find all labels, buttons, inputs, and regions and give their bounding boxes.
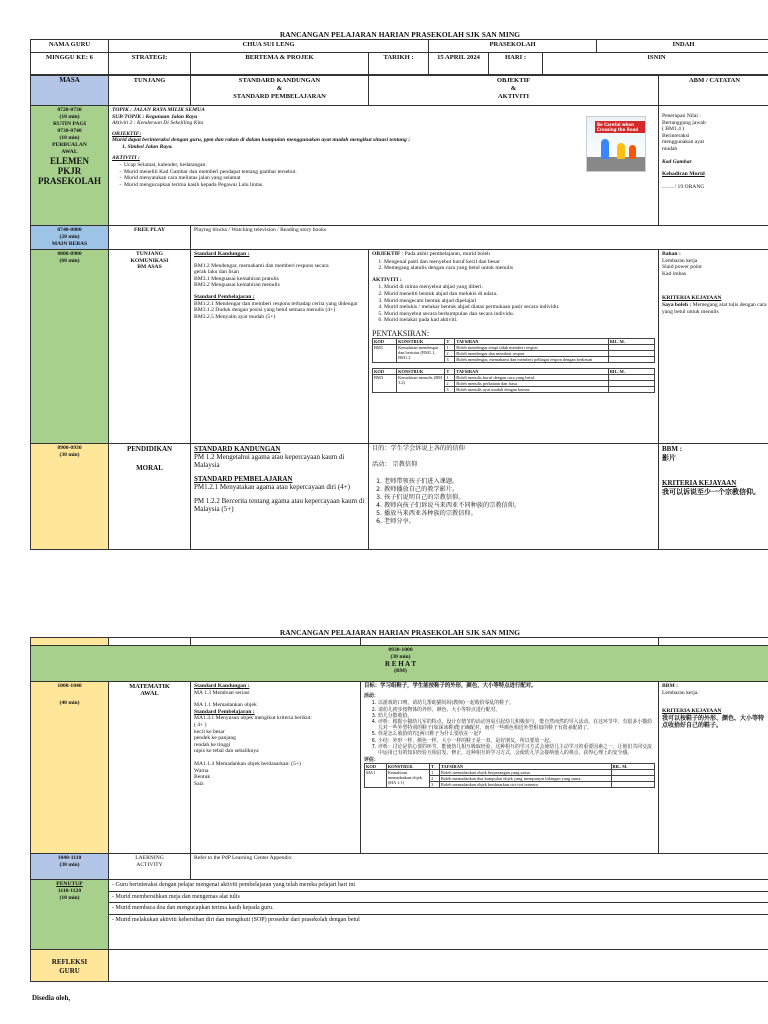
road-shape [587,157,645,171]
math-objective: 目标：学习组鞋子，学生能按鞋子的外形，颜色，大小等特点进行配对。 [364,683,537,689]
list-item: - Murid meneliti Kad Gambar dan memberi pendapat tentang gambar tersebut. [124,169,655,176]
kriteria-text: 我可以诉说至少一个宗教信仰。 [662,488,760,496]
minggu-label: MINGGU KE: [46,54,88,61]
time-line: (60 min) [59,258,80,264]
col-standard [191,76,369,106]
time-line: 1110-1120 [57,888,82,894]
sp-head: Standard Pembelajaran : [194,708,255,715]
akt-list [384,284,655,324]
elemen-label: PRASEKOLAH [37,176,101,186]
minggu-cell [31,53,109,75]
p2-row2-tunjang [109,854,191,880]
time-line: MAIN BEBAS [51,241,88,247]
prasekolah-label: PRASEKOLAH [429,40,597,53]
refleksi-line: GURU [59,967,80,975]
bbm-head: BBM : [662,445,683,453]
table-cell: Boleh mendengar, memahami dan memberi pelbagai respon dengan berkesan [455,356,609,362]
list-item: 1. Murid di minta menyebut abjad yang diberi. [384,284,655,291]
aktiviti-title: Aktiviti 2 : Kenderaan Di Sekeliling Kita [112,120,204,127]
list-item: 6. Murid melakar pada kad aktiviti. [384,317,655,324]
table-cell: 1 [430,770,440,776]
time-line: PENUTUP [56,881,83,887]
table-cell: BM1 [373,344,397,362]
rehat-bm: (BM) [394,668,407,674]
list-item: 2. 请幼儿初步按物体的外形、颜色、大小等特点进行配对。 [378,707,655,713]
time-line: (10 min) [59,895,80,901]
row4-tunjang [109,444,191,550]
table-cell: Kemahiran memadankan objek (MA 1.1) [386,770,429,788]
rehat-label: R E H A T [385,660,416,668]
time-line: PERBUALAN [52,142,87,148]
sk-text: PM 1.2 Mengetahui agama atau kepercayaan kaum di Malaysia [194,453,345,469]
abm-line: Bertanggung jawab [662,119,706,126]
page-2 [30,628,768,982]
tunjang-line: LAERNING [135,855,164,861]
time-line: (40 min) [59,700,80,706]
table-header: KONSTRUK [397,368,445,374]
sk-line: BM3.2 Menguasai kemahiran menulis [194,282,280,289]
table-header: T [445,368,455,374]
prasekolah-value: INDAH [597,40,768,53]
sk-line: MA 1.3 Membuat seriasi [194,689,250,696]
document-title: RANCANGAN PELAJARAN HARIAN PRASEKOLAH SJK SAN MING [279,30,521,39]
child-figure [601,139,609,159]
abm-line: Lembaran kerja [662,257,698,264]
time-line: (10 min) [59,135,80,141]
abm-line: Berinteraksi [662,132,690,139]
table-header: TAFSIRAN [455,338,609,344]
list-item: 4. Murid melukis / melakar bentuk abjad diatas permukaan pasir secara individu. [384,304,655,311]
list-item: - Murid mengucapkan terima kasih kepada Pegawai Lalu lintas. [124,182,655,189]
kriteria-head: KRITERIA KEJAYAAN [662,708,722,715]
abm-line: Penerapan Nilai : [662,113,701,119]
list-item: 2. Murid meneliti bentuk abjad dan melukis di udara. [384,291,655,298]
list-item: 5. Murid menyebut secara berkumpulan dan secara individu. [384,311,655,318]
p2-row2-text: Refer to the PdP Learning Center Appendix [191,854,768,880]
blank-cell [31,638,109,646]
sp-line: pendek ke panjang [194,735,236,742]
hari-value: ISNIN [543,53,768,75]
time-line: (10 min) [59,114,80,120]
tunjang-line: AWAL [140,690,159,697]
assessment-table-1 [372,338,655,363]
penutup-item: - Murid membersihkan meja dan mengemas alat tulis [109,892,768,904]
row1-time [31,106,109,226]
refleksi-line: REFLEKSI [51,958,88,966]
bbm-head: BBM : [662,683,679,689]
penutup-item: - Murid melakukan aktiviti kebersihan diri dan mengikuti (SOP) prosedur dari prasekolah dengan betul [112,916,360,923]
col-obj-amp: & [510,85,517,92]
table-cell: Boleh mendengar tetapi tidak memberi respon [455,344,609,350]
sk-line: BM1.2 Mendengar, memahami dan memberi respons secara [194,262,329,269]
sp-head: Standard Pembelajaran : [194,293,255,300]
time-line: 1040-1110 [57,855,82,861]
child-figure [629,145,636,159]
row2-activity: Playing blocks / Watching television / Reading story books [191,226,768,250]
table-cell: BM3 [373,374,397,392]
list-item: 2. 教师播放自己的教学影片。 [384,486,655,494]
objektif-text: Murid dapat berinteraksi dengan guru, ppm dan rakan di dalam kumpulan menggunakan ayat mudah mengikut situasi tentang : [112,137,411,144]
abm-line: ( BM1.4 ) [662,126,685,133]
table-cell: Boleh memadankan dua kumpulan objek yang mempunyai bilangan yang sama. [439,776,611,782]
tunjang-line: BM ASAS [137,264,162,271]
road-safety-image [586,112,646,176]
table-cell: Boleh menulis ayat mudah dengan kemas. [455,386,609,392]
table-cell [608,356,654,362]
math-activity-head: 活动： [364,693,379,700]
sk-head: Standard Kandungan : [194,683,250,689]
tunjang-line: KOMUNIKASI [130,257,169,264]
child-figure [617,143,625,159]
table-cell: 3 [445,386,455,392]
moral-list [384,478,655,526]
math-pentaksiran: 评估： [364,757,379,764]
row2-time [31,226,109,250]
list-item: - Murid menyatakan cara melintas jalan yang selamat [124,175,655,182]
time-line: 0800-0900 [57,251,82,257]
tarikh-label: TARIKH : [369,53,429,75]
row3-time [31,250,109,444]
col-sk: STANDARD KANDUNGAN [238,77,321,84]
list-item: 3. Murid mengecam bentuk abjad dipelajari [384,298,655,305]
time-line: (20 min) [59,234,80,240]
sk-line: BM3.1 Menguasai kemahiran pratulis [194,275,279,282]
bbm-value: Lembaran kerja. [662,689,699,696]
sp-line: rendah ke tinggi [194,741,231,748]
table-header: BIL. M. [608,368,654,374]
tarikh-value: 15 APRIL 2024 [429,53,489,75]
row1-content [109,106,659,226]
kriteria-body: Memegang alat tulis dengan cara yang betul untuk menulis [662,301,767,315]
obj-head: OBJEKTIF [372,251,401,257]
p2-row1-tunjang [109,682,191,854]
sp-line: kecil ke besar [194,728,225,735]
page-1 [30,30,768,550]
sp-line: Bentuk [194,774,211,781]
akt-head: AKTIVITI : [372,276,402,283]
list-item: 6. 老师分享。 [384,518,655,526]
obj-line [372,251,655,258]
list-item: 4. 评析：根据小猫幼儿军的特点，设计有情节的活动容易引起幼儿积极参与，能自然而然的导入活动。在这环节中，有很多小猫幼儿对一些外型特别的鞋子(如深冰鞋)能正确配对，而对一些颜色相近外型相似的鞋子有很多配错了。 [378,719,655,731]
table-header: KONSTRUK [386,764,429,770]
list-item: 3. 孩子们说明自己的宗教信仰。 [384,494,655,502]
blank-cell [191,638,361,646]
abm-line: mudah [662,145,678,152]
table-header: KOD [373,338,397,344]
math-activity-list [378,700,655,756]
table-header: BIL. M. [611,764,654,770]
col-masa: MASA [31,76,109,106]
table-cell [608,386,654,392]
subtopik: SUB TOPIK : Kegunaan Jalan Raya [112,113,198,120]
table-cell: 3 [445,356,455,362]
p2-row3-items [109,880,768,950]
blank-cell [361,638,659,646]
moral-objective: 目的：学生学会诉说上各的的信仰 [372,445,465,452]
col-objektif [369,76,659,106]
minggu-value: 6 [89,54,93,61]
rehat-time: 0930-1000 [388,647,413,653]
blank-cell [109,638,191,646]
table-cell: Boleh memadankan objek berpasangan yang sama. [439,770,611,776]
sp-line: Warna [194,767,209,774]
time-line: (30 min) [59,452,80,458]
sp-line: Saiz [194,780,204,787]
time-line: AWAL [61,149,78,155]
list-item: 1. Mengenal pasti dan menyebut huruf kecil dan besar [384,259,655,266]
time-line: (30 min) [59,862,80,868]
time-line: 1000-1040 [57,683,82,689]
row4-standard [191,444,369,550]
elemen-label: PKJR [57,166,82,176]
table-header: KONSTRUK [397,338,445,344]
objektif-item: 1. Simbol Jalan Raya. [122,143,173,150]
table-header: TAFSIRAN [455,368,609,374]
list-item: 5. 你是怎么收拾的?这两只鞋子为什么要放在一起? [378,731,655,737]
table-header: KOD [365,764,387,770]
road-safety-illustration [586,116,646,172]
time-line: 0720-0730 [57,107,82,113]
lesson-table [30,75,768,550]
time-line: 0900-0930 [57,445,82,451]
col-amp: & [276,85,283,92]
jumlah-orang: ........ / 19 ORANG [662,183,705,190]
image-caption: Be Careful when Crossing the Road [595,121,645,133]
table-header: TAFSIRAN [439,764,611,770]
p2-row1-abm [659,682,768,854]
nama-guru-label: NAMA GURU [31,40,109,53]
kriteria-head: KRITERIA KEJAYAAN [662,295,722,302]
sp-line: ( 4+ ) [194,721,207,728]
table-cell: 2 [430,776,440,782]
list-item: 1. 老师带领孩子们进入课题。 [384,478,655,486]
sk-line: MA 1.1 Memadankan objek [194,702,257,709]
aktiviti-list [124,162,655,188]
row1-abm [659,106,768,226]
table-cell: 2 [445,350,455,356]
sp-text-2: PM 1.2.2 Bercerita tentang agama atau kepercayaan kaum di Malaysia (5+) [194,497,365,513]
table-cell: 3 [430,782,440,788]
list-item: 4. 教师向孩子们诉说马来西亚不同种族的宗教信仰。 [384,502,655,510]
math-assessment-table [364,763,655,788]
sp-head: STANDARD PEMBELAJARAN [194,475,293,483]
list-item: - Ucap Selamat, kalender, kedatangan. [124,162,655,169]
kriteria-head: KRITERIA KEJAYAAN [662,479,737,487]
col-sp: STANDARD PEMBELAJARAN [233,93,326,100]
kriteria-text: 我可以按鞋子的外形、颜色、大小等特点收拾好自己的鞋子。 [662,714,765,730]
kehadiran-murid: Kehadiran Murid [662,171,705,178]
table-header: T [445,338,455,344]
tunjang-line: MORAL [136,464,163,472]
kriteria-bold: Saya boleh : [662,301,692,308]
hari-label: HARI : [489,53,543,75]
rehat-row [31,646,768,682]
elemen-label: ELEMEN [49,156,89,166]
table-cell: MA1 [365,770,387,788]
time-line: 0740-0800 [57,227,82,233]
list-item: 2. Memegang alatulis dengan cara yang betul untuk menulis [384,265,655,272]
sp-line: MA1.1.4 Memadankan objek berdasarkan: (5+) [194,760,301,767]
col-abm: ABM / CATATAN [659,76,768,106]
tunjang-line: PENDIDIKAN [126,445,173,453]
sp-line: BM1.2.1 Mendengar dan memberi respons terhadap cerita yang didengar [194,300,358,307]
row3-standard [191,250,369,444]
row3-objektif [369,250,659,444]
table-cell: Boleh memadankan objek berdasarkan ciri-ciri tertentu [439,782,611,788]
moral-activity: 活动： 宗教信仰 [372,461,418,468]
sp-line: nipis ke tebal dan sebaliknya [194,748,259,755]
nama-guru-value: CHUA SUI LENG [109,40,429,53]
p2-row1-objektif [361,682,659,854]
sp-text-1: PM1.2.1 Menyatakan agama atau kepercayaan diri (4+) [194,483,350,491]
list-item: 1. 以游戏的口吻，请幼儿帮助猫妈妈(教师)一起收拾零乱的鞋子。 [378,700,655,706]
assessment-table-2 [372,368,655,393]
col-akt: AKTIVITI [497,93,530,100]
list-item: 6. 小结：外形一样，颜色一样，大小一样的鞋子是一双，是好朋友，所以要放一起。 [378,738,655,744]
col-obj: OBJEKTIF [496,77,531,84]
pentaksiran-label: PENTAKSIRAN: [372,328,430,338]
tunjang-line: TUNJANG [135,251,164,257]
abm-line: Slaid power point [662,264,702,271]
table-cell: Boleh mendengar dan memberi respon [455,350,609,356]
p2-row4-refleksi [31,950,109,982]
kriteria-text [662,302,767,315]
lesson-table-2 [30,637,768,982]
table-header: KOD [373,368,397,374]
p2-row1-standard [191,682,361,854]
obj-text: : Pada akhir pembelajaran, murid boleh [401,251,490,257]
blank-cell [659,638,768,646]
table-cell: Kemahiran menulis (BM 3.2) [397,374,445,392]
sp-line: BM3.2.5 Menyalin ayat mudah (5+) [194,313,276,320]
table-cell: 2 [445,380,455,386]
strategi-value: BERTEMA & PROJEK [191,53,369,75]
table-cell [611,782,654,788]
time-line: RUTIN PAGI [53,121,86,127]
table-cell: Boleh menulis huruf dengan cara yang betul. [455,374,609,380]
sk-head: Standard Kandungan : [194,251,250,257]
rehat-duration: (30 min) [390,654,411,660]
abm-line: Kad imbas [662,270,687,277]
col-tunjang: TUNJANG [109,76,191,106]
strategi-label: STRATEGI: [109,53,191,75]
bahan-head: Bahan : [662,251,681,257]
tunjang-line: ACTIVITY [136,861,163,868]
bbm-value: 影片 [662,454,676,462]
p2-row3-time [31,880,109,950]
table-header: T [430,764,440,770]
table-cell: 1 [445,344,455,350]
obj-list [384,259,655,272]
sk-head: STANDARD KANDUNGAN [194,445,281,453]
refleksi-content [109,950,768,982]
list-item: 3. 幼儿分散收拾。 [378,713,655,719]
time-line: 0730-0740 [57,128,82,134]
sp-line: MA1.3.1 Menyusun objek mengikut kriteria berikut: [194,715,312,722]
objektif-label: OBJEKTIF: [112,130,142,137]
penutup-item: - Murid membaca doa dan mengucapkan terima kasih kepada guru. [109,903,768,915]
row4-objektif [369,444,659,550]
document-title-2: RANCANGAN PELAJARAN HARIAN PRASEKOLAH SJK SAN MING [279,628,521,637]
penutup-item: - Guru berinteraksi dengan pelajar mengenai aktiviti pembelajaran yang telah mereka pelajari hari ini [109,880,768,892]
abm-line: menggunakan ayat [662,139,705,146]
aktiviti-head: AKTIVITI : [112,154,140,161]
row3-tunjang [109,250,191,444]
sk-line: gerak laku dan lisan [194,269,239,276]
table-cell: Kemahiran mendengar dan bertutur (BM1.1, BM1.2 [397,344,445,362]
row4-abm [659,444,768,550]
footer-prepared-by: Disedia oleh, [32,994,71,1002]
table-cell: Boleh menulis perkataan dan frasa. [455,380,609,386]
row4-time [31,444,109,550]
header-table [30,39,768,75]
tunjang-line: MATEMATIK [129,683,170,690]
table-header: BIL. M. [608,338,654,344]
row2-tunjang: FREE PLAY [109,226,191,250]
list-item: 7. 评析：讨论是常心要的环节，能使幼儿相互吸取经验，这种相互的学习方式会使幼儿主动学习的重要因素之一，让他们共同交流中运用已有的知识经验互相启发、修正。这种相互的学习方式，会使幼儿学会接纳他人的观点，获得心理上的安全感。 [378,744,655,756]
list-item: 5. 播放马来西亚各种族的宗教信仰。 [384,510,655,518]
p2-row1-time [31,682,109,854]
topik: TOPIK : JALAN RAYA MILIK SEMUA [112,107,205,113]
p2-row2-time [31,854,109,880]
table-cell: 1 [445,374,455,380]
kad-gambar: Kad Gambar [662,158,692,165]
sp-line: BM3.1.2 Duduk dengan posisi yang betul semasa menulis (4+) [194,307,336,314]
row3-abm [659,250,768,444]
